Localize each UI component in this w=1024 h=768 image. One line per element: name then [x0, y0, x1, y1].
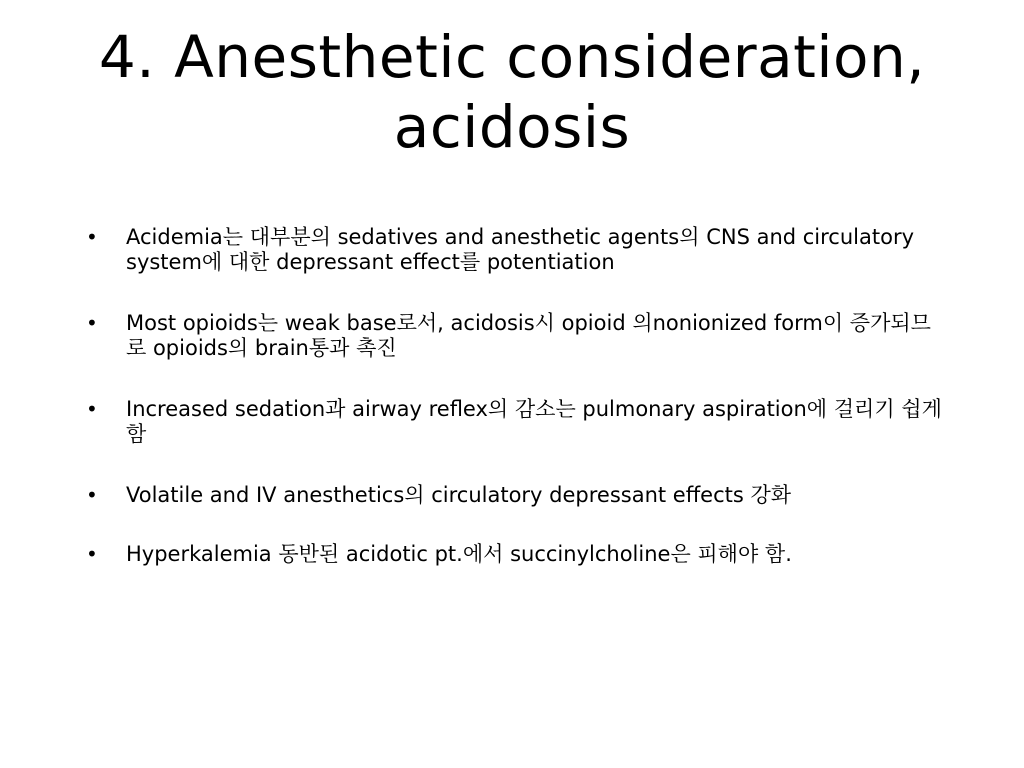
bullet-text: Hyperkalemia 동반된 acidotic pt.에서 succinylcholine은 피해야 함. — [126, 542, 792, 566]
bullet-text: Volatile and IV anesthetics의 circulatory depressant effects 강화 — [126, 483, 792, 507]
slide-title — [80, 22, 944, 162]
slide-title-line-2: acidosis — [393, 93, 631, 161]
bullet-item-2 — [86, 311, 946, 361]
bullet-marker: • — [86, 542, 98, 566]
bullet-item-3 — [86, 397, 946, 447]
bullet-item-1 — [86, 225, 946, 275]
bullet-marker: • — [86, 311, 98, 335]
slide-title-line-1: 4. Anesthetic consideration, — [98, 23, 926, 91]
bullet-text: Increased sedation과 airway reflex의 감소는 pulmonary aspiration에 걸리기 쉽게 함 — [126, 397, 942, 446]
bullet-item-4 — [86, 483, 946, 508]
bullet-list — [86, 225, 946, 603]
bullet-marker: • — [86, 483, 98, 507]
bullet-marker: • — [86, 397, 98, 421]
bullet-text: Most opioids는 weak base로서, acidosis시 opioid 의nonionized form이 증가되므로 opioids의 brain통과 촉진 — [126, 311, 931, 360]
bullet-item-5 — [86, 542, 946, 567]
bullet-marker: • — [86, 225, 98, 249]
bullet-text: Acidemia는 대부분의 sedatives and anesthetic agents의 CNS and circulatory system에 대한 depressant effect를 potentiation — [126, 225, 915, 274]
